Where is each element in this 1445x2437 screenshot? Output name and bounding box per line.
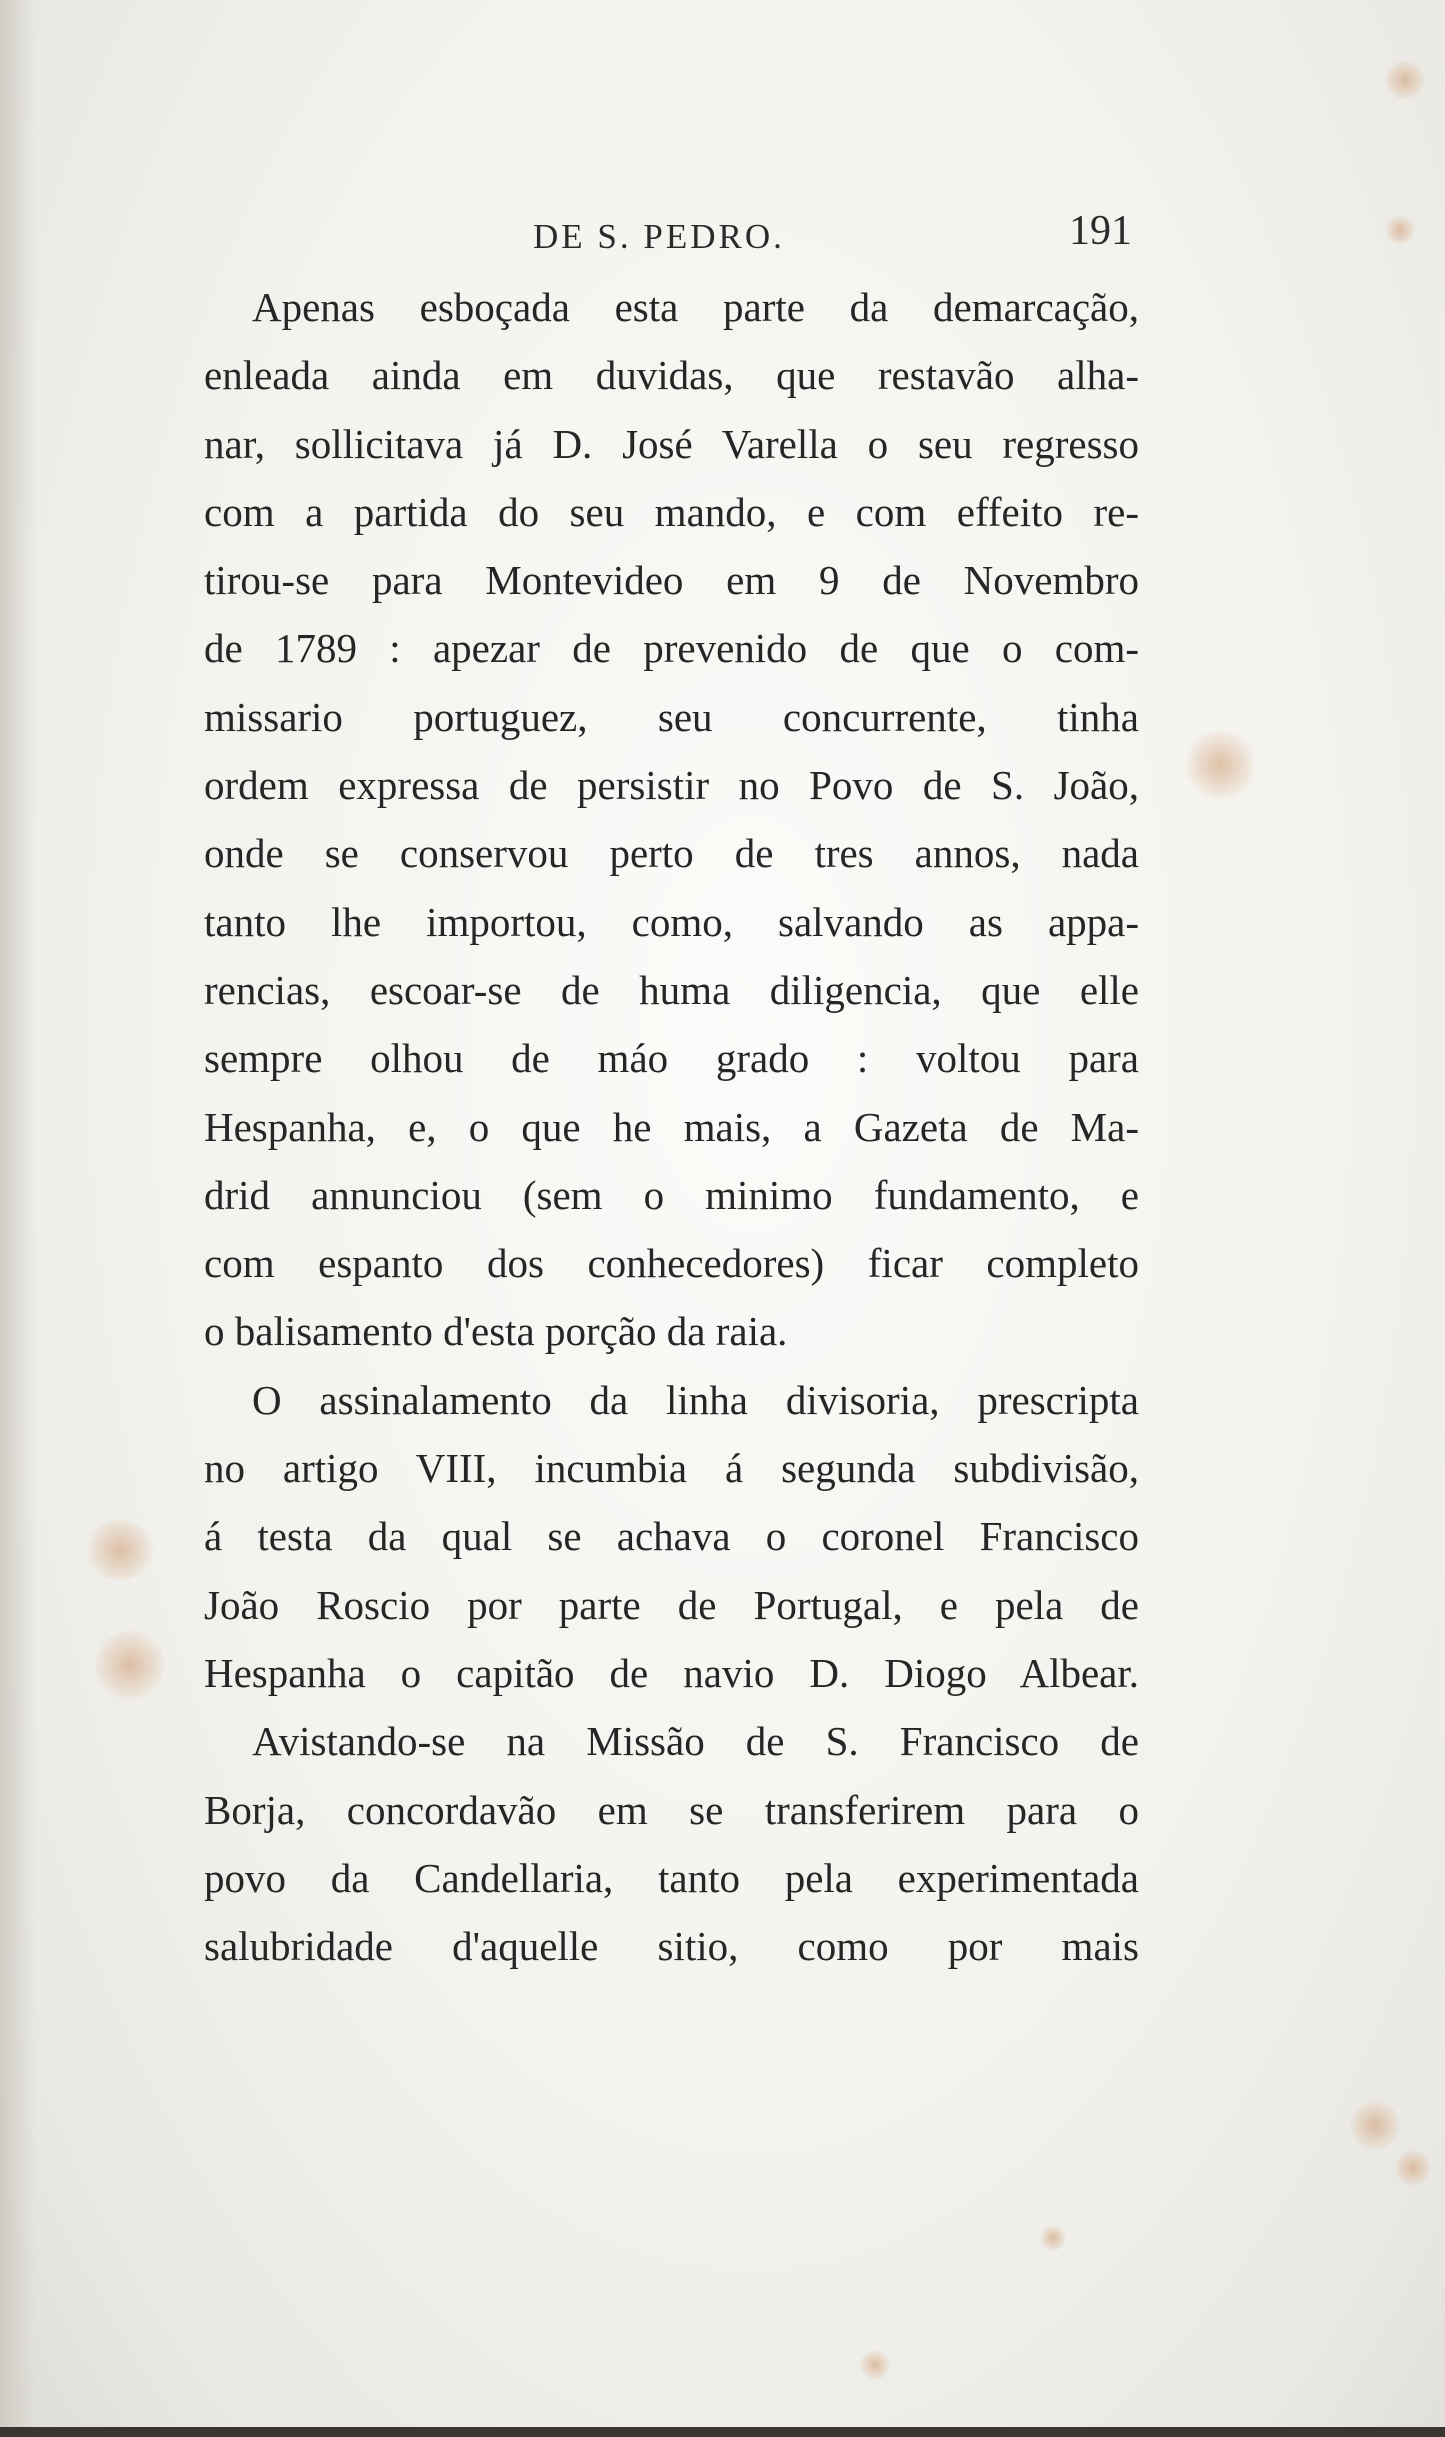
text-line: á testa da qual se achava o coronel Francisco	[204, 1513, 1139, 1560]
text-line: João Roscio por parte de Portugal, e pela de	[204, 1581, 1139, 1628]
text-line: povo da Candellaria, tanto pela experimentada	[204, 1854, 1139, 1901]
paragraph	[204, 1707, 1139, 1980]
running-head: DE S. PEDRO.	[533, 217, 785, 256]
text-line: de 1789 : apezar de prevenido de que o com-	[204, 625, 1139, 672]
text-line: com a partida do seu mando, e com effeito re-	[204, 488, 1139, 535]
text-line: rencias, escoar-se de huma diligencia, que elle	[204, 966, 1139, 1013]
text-line: salubridade d'aquelle sitio, como por mais	[204, 1923, 1139, 1970]
foxing-stain	[1385, 60, 1425, 100]
text-line: com espanto dos conhecedores) ficar completo	[204, 1240, 1139, 1287]
text-line: onde se conservou perto de tres annos, nada	[204, 830, 1139, 877]
text-line: Borja, concordavão em se transferirem para o	[204, 1786, 1139, 1833]
text-line: ordem expressa de persistir no Povo de S. João,	[204, 762, 1139, 809]
foxing-stain	[85, 1520, 155, 1580]
foxing-stain	[1350, 2100, 1400, 2150]
text-line: O assinalamento da linha divisoria, prescripta	[252, 1376, 1139, 1423]
text-line: Hespanha, e, o que he mais, a Gazeta de Ma-	[204, 1103, 1139, 1150]
page-number: 191	[1069, 208, 1132, 254]
text-line: sempre olhou de máo grado : voltou para	[204, 1035, 1139, 1082]
text-line: no artigo VIII, incumbia á segunda subdivisão,	[204, 1445, 1139, 1492]
text-line: missario portuguez, seu concurrente, tinha	[204, 693, 1139, 740]
text-line: drid annunciou (sem o minimo fundamento, e	[204, 1171, 1139, 1218]
text-line: tirou-se para Montevideo em 9 de Novembro	[204, 557, 1139, 604]
page-header	[200, 203, 1140, 263]
text-line: enleada ainda em duvidas, que restavão alha-	[204, 352, 1139, 399]
foxing-stain	[1040, 2225, 1066, 2251]
foxing-stain	[1385, 215, 1415, 245]
page-bottom-edge	[0, 2427, 1445, 2437]
text-line: tanto lhe importou, como, salvando as appa-	[204, 898, 1139, 945]
text-line: Avistando-se na Missão de S. Francisco de	[252, 1718, 1139, 1765]
foxing-stain	[860, 2350, 890, 2380]
text-line: o balisamento d'esta porção da raia.	[204, 1308, 788, 1355]
binding-shadow	[0, 0, 36, 2437]
foxing-stain	[1395, 2150, 1431, 2186]
body-text	[204, 273, 1139, 1980]
foxing-stain	[95, 1630, 165, 1700]
text-line: Apenas esboçada esta parte da demarcação,	[252, 284, 1139, 330]
foxing-stain	[1185, 730, 1255, 800]
paragraph	[204, 273, 1139, 1366]
text-line: nar, sollicitava já D. José Varella o seu regresso	[204, 420, 1139, 467]
paragraph	[204, 1366, 1139, 1707]
text-line: Hespanha o capitão de navio D. Diogo Albear.	[204, 1649, 1139, 1696]
